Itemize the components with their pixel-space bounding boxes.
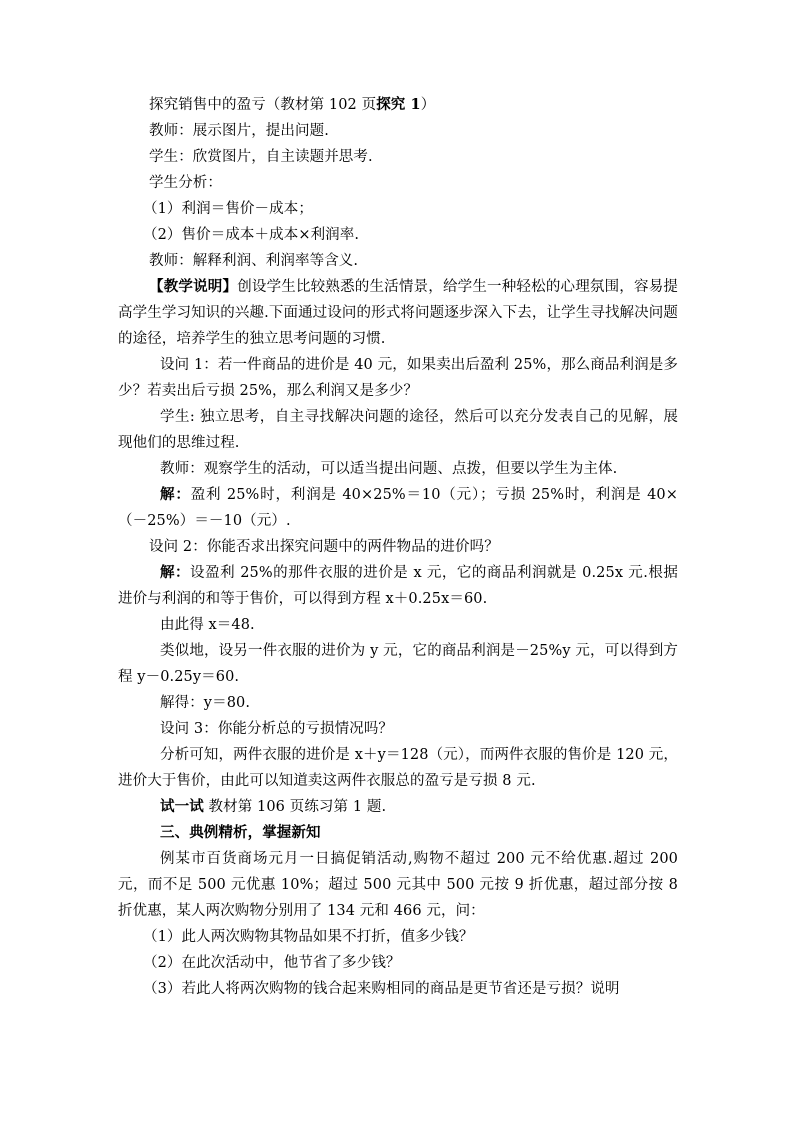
example-question-2: （2）在此次活动中，他节省了多少钱？	[143, 955, 401, 971]
try-it-label: 试一试	[160, 798, 204, 815]
question-1: 设问 1：若一件商品的进价是 40 元，如果卖出后盈利 25%，那么商品利润是多少？若卖出后亏损 25%，那么利润又是多少？	[118, 357, 678, 399]
teaching-note-label: 【教学说明】	[149, 278, 238, 295]
section-intro-bold: 探究 1	[376, 96, 421, 113]
question-2: 设问 2：你能否求出探究问题中的两件物品的进价吗？	[149, 539, 499, 555]
document-body	[118, 92, 678, 1002]
example-problem: 例某市百货商场元月一日搞促销活动,购物不超过 200 元不给优惠.超过 200 元，而不足 500 元优惠 10%；超过 500 元其中 500 元按 9 折优惠，超过部分按 8 折优惠，某人两次购物分别用了 134 元和 466 元，问：	[118, 851, 678, 919]
solution-2-similar: 类似地，设另一件衣服的进价为 y 元，它的商品利润是－25%y 元，可以得到方程 y－0.25y＝60.	[118, 643, 678, 685]
teaching-note-text: 创设学生比较熟悉的生活情景，给学生一种轻松的心理氛围，容易提高学生学习知识的兴趣.下面通过设问的形式将问题逐步深入下去，让学生寻找解决问题的途径，培养学生的独立思考问题的习惯.	[118, 279, 678, 347]
solution-1-label: 解：	[160, 486, 191, 503]
section-intro	[118, 92, 678, 118]
solution-2-text: 设盈利 25%的那件衣服的进价是 x 元，它的商品利润就是 0.25x 元.根据进价与利润的和等于售价，可以得到方程 x＋0.25x＝60.	[118, 565, 678, 607]
section-intro-text: 探究销售中的盈亏（教材第 102 页	[149, 97, 377, 113]
solution-2-label: 解：	[160, 564, 191, 581]
teacher-line-2: 教师：解释利润、利润率等含义.	[149, 253, 359, 269]
section-heading-3	[118, 820, 678, 846]
try-it-text: 教材第 106 页练习第 1 题.	[203, 799, 387, 815]
teaching-note	[118, 274, 678, 352]
student-line-2: 学生: 独立思考，自主寻找解决问题的途径，然后可以充分发表自己的见解，展现他们的思维过程.	[118, 409, 678, 451]
section-intro-end: ）	[420, 97, 436, 113]
solution-2-result-y: 解得：y＝80.	[160, 695, 251, 711]
teacher-line-1: 教师：展示图片，提出问题.	[149, 123, 329, 139]
example-question-1: （1）此人两次购物其物品如果不打折，值多少钱？	[143, 929, 474, 945]
solution-1	[118, 482, 678, 534]
solution-2-result: 由此得 x＝48.	[160, 617, 255, 633]
analysis-item-1: （1）利润＝售价－成本；	[143, 201, 313, 217]
solution-2	[118, 560, 678, 612]
student-analysis-heading: 学生分析：	[149, 175, 222, 191]
analysis-conclusion: 分析可知，两件衣服的进价是 x＋y＝128（元），而两件衣服的售价是 120 元，进价大于售价，由此可以知道卖这两件衣服总的盈亏是亏损 8 元.	[118, 747, 678, 789]
question-3: 设问 3：你能分析总的亏损情况吗？	[160, 721, 394, 737]
example-question-3: （3）若此人将两次购物的钱合起来购相同的商品是更节省还是亏损？说明	[143, 981, 620, 997]
try-it	[118, 794, 678, 820]
teacher-line-3: 教师：观察学生的活动，可以适当提出问题、点拨，但要以学生为主体.	[160, 461, 618, 477]
student-line-1: 学生：欣赏图片，自主读题并思考.	[149, 149, 373, 165]
solution-1-text: 盈利 25%时，利润是 40×25%＝10（元）；亏损 25%时，利润是 40×（－25%）＝－10（元）.	[118, 487, 678, 529]
analysis-item-2: （2）售价＝成本＋成本×利润率.	[143, 227, 360, 243]
section-heading-3-text: 三、典例精析，掌握新知	[160, 824, 321, 841]
